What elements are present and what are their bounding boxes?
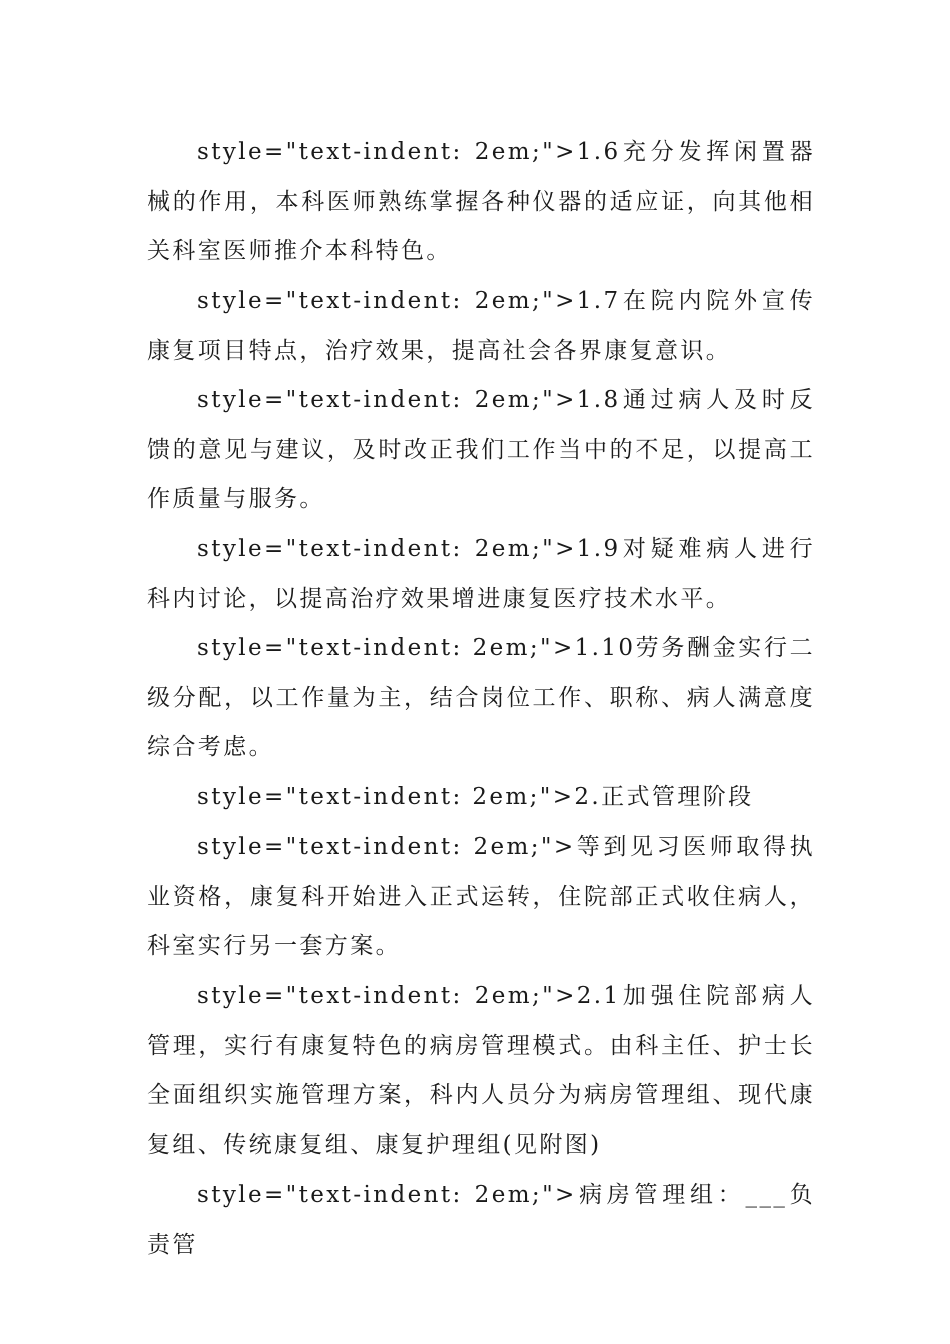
paragraph-1-7: style="text-indent: 2em;">1.7在院内院外宣传康复项目特点，治疗效果，提高社会各界康复意识。 <box>147 288 815 364</box>
paragraph-1-9: style="text-indent: 2em;">1.9对疑难病人进行科内讨论，以提高治疗效果增进康复医疗技术水平。 <box>147 536 815 612</box>
paragraph-1-10: style="text-indent: 2em;">1.10劳务酬金实行二级分配，以工作量为主，结合岗位工作、职称、病人满意度综合考虑。 <box>147 635 815 760</box>
paragraph-1-6: style="text-indent: 2em;">1.6充分发挥闲置器械的作用，本科医师熟练掌握各种仪器的适应证，向其他相关科室医师推介本科特色。 <box>147 139 815 264</box>
section-heading-2: style="text-indent: 2em;">2.正式管理阶段 <box>197 784 754 810</box>
paragraph-2-1: style="text-indent: 2em;">2.1加强住院部病人管理，实行有康复特色的病房管理模式。由科主任、护士长全面组织实施管理方案，科内人员分为病房管理组、现代康复组、传统康复组、康复护理组(见附图) <box>147 983 815 1158</box>
paragraph-ward-management-group: style="text-indent: 2em;">病房管理组：___负责管 <box>147 1182 815 1258</box>
paragraph-intern-qualification: style="text-indent: 2em;">等到见习医师取得执业资格，康复科开始进入正式运转，住院部正式收住病人，科室实行另一套方案。 <box>147 834 815 959</box>
paragraph-1-8: style="text-indent: 2em;">1.8通过病人及时反馈的意见与建议，及时改正我们工作当中的不足，以提高工作质量与服务。 <box>147 387 815 512</box>
